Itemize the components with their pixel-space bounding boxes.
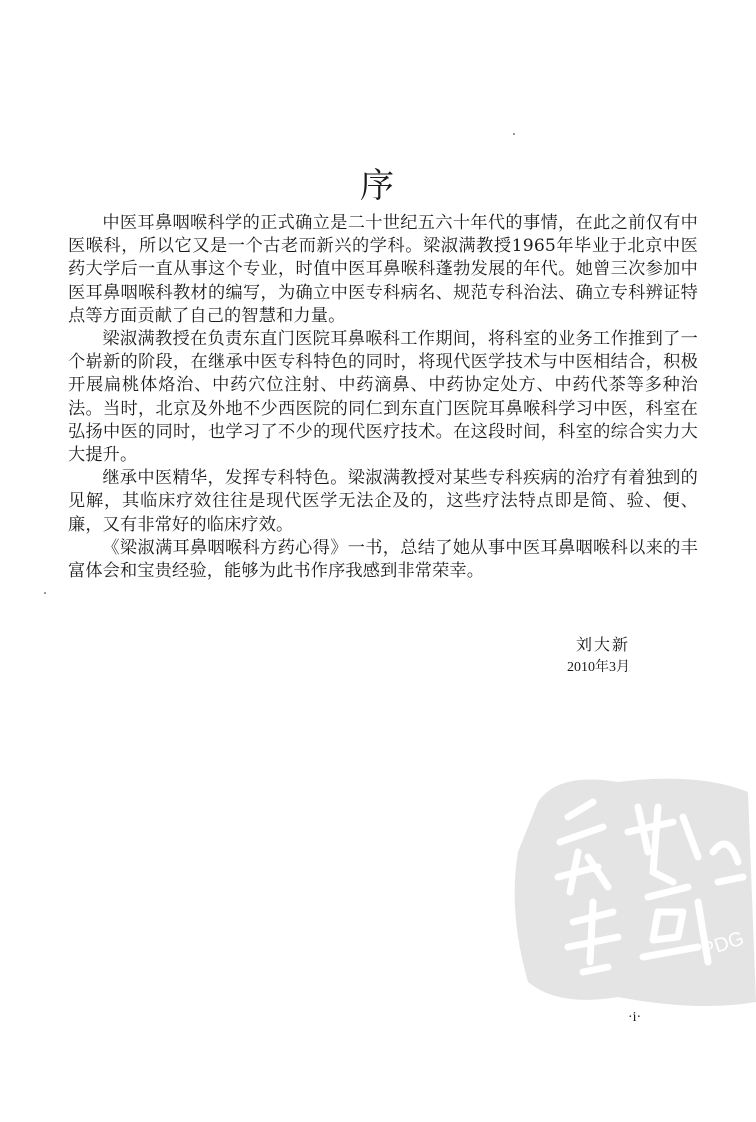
watermark-label: PDG <box>698 927 747 962</box>
paragraph: 梁淑满教授在负责东直门医院耳鼻喉科工作期间，将科室的业务工作推到了一个崭新的阶段，在继承中医专科特色的同时，将现代医学技术与中医相结合，积极开展扁桃体烙治、中药穴位注射、中药滴鼻、中药协定处方、中药代茶等多种治法。当时，北京及外地不少西医院的同仁到东直门医院耳鼻喉科学习中医，科室在弘扬中医的同时，也学习了不少的现代医疗技术。在这段时间，科室的综合实力大大提升。 <box>68 329 698 466</box>
paragraph: 《梁淑满耳鼻咽喉科方药心得》一书，总结了她从事中医耳鼻咽喉科以来的丰富体会和宝贵经验，能够为此书作序我感到非常荣幸。 <box>68 537 698 582</box>
seal-watermark-icon <box>498 762 756 1012</box>
scan-speck <box>44 592 46 594</box>
paragraph: 中医耳鼻咽喉科学的正式确立是二十世纪五六十年代的事情，在此之前仅有中医喉科，所以它又是一个古老而新兴的学科。梁淑满教授1965年毕业于北京中医药大学后一直从事这个专业，时值中医耳鼻喉科蓬勃发展的年代。她曾三次参加中医耳鼻咽喉科教材的编写，为确立中医专科病名、规范专科治法、确立专科辨证特点等方面贡献了自己的智慧和力量。 <box>68 213 698 326</box>
signature-date: 2010年3月 <box>567 660 630 675</box>
page-title: 序 <box>360 166 396 206</box>
author-signature: 刘大新 <box>575 635 630 654</box>
scan-speck <box>513 133 515 135</box>
preface-body <box>68 212 698 583</box>
page-number: ·i· <box>628 1010 642 1025</box>
paragraph: 继承中医精华，发挥专科特色。梁淑满教授对某些专科疾病的治疗有着独到的见解，其临床疗效往往是现代医学无法企及的，这些疗法特点即是简、验、便、廉，又有非常好的临床疗效。 <box>68 468 698 535</box>
